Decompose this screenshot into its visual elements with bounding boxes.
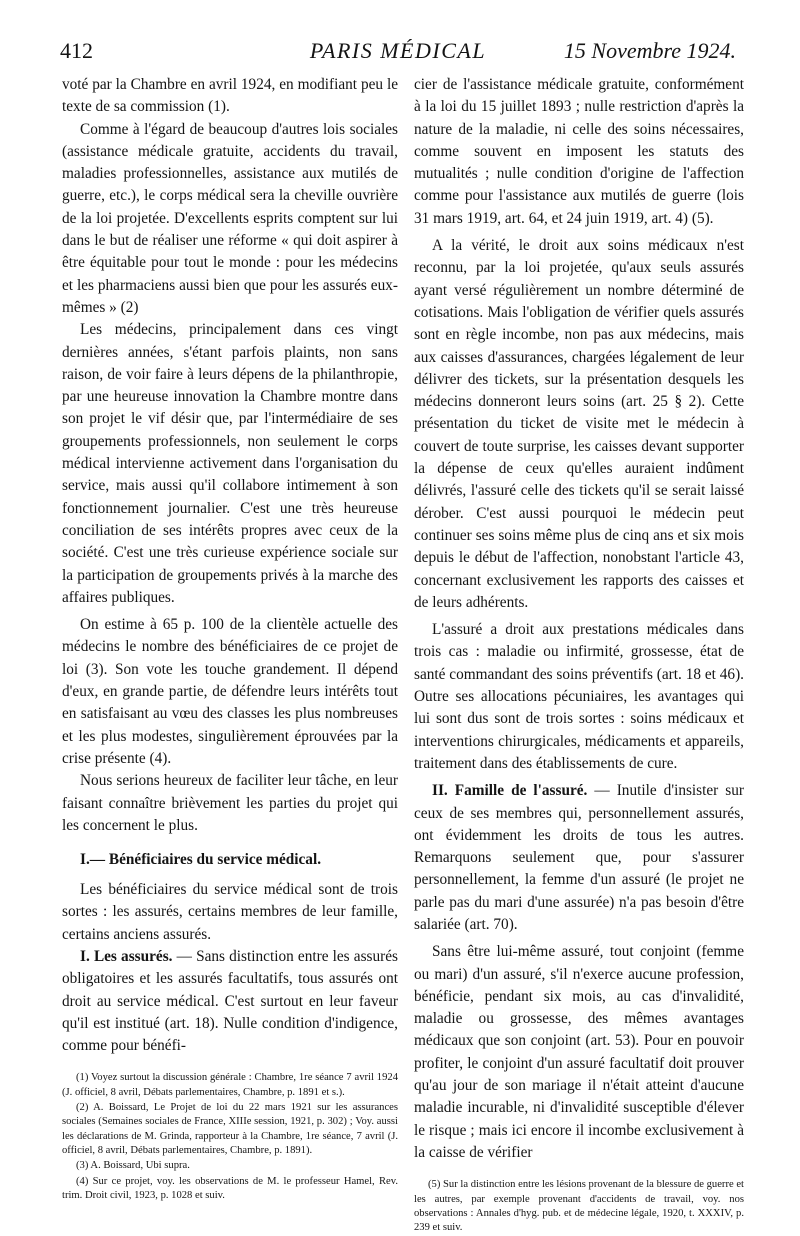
footnote: (1) Voyez surtout la discussion générale : Chambre, 1re séance 7 avril 1924 (J. officiel, 8 avril, Débats parlementaires, Chambre, p. 1891 et s.). — [62, 1072, 398, 1098]
paragraph: A la vérité, le droit aux soins médicaux n'est reconnu, par la loi projetée, qu'aux seuls assurés ayant versé régulièrement un nombre déterminé de cotisations. Mais l'obligation de vérifier quels assurés sont en règle incombe, non pas aux médecins, mais aux caisses d'assurances, chargées légalement de leur délivrer des tickets, sur la présentation desquels les médecins donneront leurs soins (art. 25 § 2). Cette présentation du ticket de visite met le médecin à couvert de toute surprise, les caisses devant supporter la dépense de ceux qu'elles auraient indûment délivrés, l'assuré celle des tickets qu'il se serait laissé dérober. C'est aussi pourquoi le médecin peut continuer ses soins même plus de cinq ans et six mois depuis le début de l'affection, nonobstant l'article 43, concernant exclusivement les rapports des caisses et de leurs adhérents. — [414, 237, 744, 611]
journal-title: PARIS MÉDICAL — [309, 38, 487, 63]
footnote: (4) Sur ce projet, voy. les observations de M. le professeur Hamel, Rev. trim. Droit civil, 1923, p. 1028 et suiv. — [62, 1175, 398, 1201]
paragraph: Sans être lui-même assuré, tout conjoint (femme ou mari) d'un assuré, s'il n'exerce aucune profession, bénéficie, pendant six mois, au cas d'invalidité, maladie ou grossesse, des mêmes avantages médicaux que son conjoint (art. 53). Pour en pouvoir profiter, le conjoint d'un assuré facultatif doit prouver qu'au jour de son mariage il n'était atteint d'aucune maladie incurable, ni d'invalidité susceptible d'élever le risque ; mais ici encore il incombe exclusivement à la caisse de vérifier — [414, 943, 744, 1161]
paragraph: Nous serions heureux de faciliter leur tâche, en leur faisant connaître brièvement les parties du projet qui les concernent le plus. — [62, 772, 398, 834]
paragraph: cier de l'assistance médicale gratuite, conformément à la loi du 15 juillet 1893 ; nulle restriction d'après la nature de la maladie, ni celle des soins nécessaires, comme souvent en imposent les statuts des mutualités ; nulle condition d'origine de l'affection comme pour l'assistance aux mutilés de guerre (lois 31 mars 1919, art. 64, et 24 juin 1919, art. 4) (5). — [414, 76, 744, 227]
paragraph: Les médecins, principalement dans ces vingt dernières années, s'étant parfois plaints, non sans raison, de voir faire à leurs dépens de la philanthropie, par une heureuse innovation la Chambre montre dans son projet le vif désir que, par l'intermédiaire de ses groupements professionnels, non seulement le corps médical intervienne activement dans l'organisation du service, mais aussi qu'il collabore intimement à son fonctionnement journalier. C'est une très heureuse conciliation de ses intérêts propres avec ceux de la société. C'est une très curieuse expérience sociale sur la participation de groupements privés à la marche des affaires publiques. — [62, 321, 398, 606]
left-column — [62, 74, 398, 1204]
footnote: (2) A. Boissard, Le Projet de loi du 22 mars 1921 sur les assurances sociales (Semaines sociales de France, XIIIe session, 1921, p. 302) ; Voy. aussi les déclarations de M. Grinda, rapporteur à la Chambre, 1re séance, 7 avril (J. officiel, 8 avril, Débats parlementaires, Chambre, p. 1891). — [62, 1102, 398, 1156]
footnotes — [62, 1071, 398, 1203]
subsection-lead: II. Famille de l'assuré. — [432, 782, 588, 800]
footnotes — [414, 1178, 744, 1235]
paragraph: On estime à 65 p. 100 de la clientèle actuelle des médecins le nombre des bénéficiaires de ce projet de loi (3). Son vote les touche grandement. Il dépend d'eux, en grande partie, de défendre leurs intérêts tout en satisfaisant au vœu des classes les plus nombreuses et les plus modestes, singulièrement éprouvées par la crise présente (4). — [62, 616, 398, 767]
issue-date: 15 Novembre 1924. — [563, 38, 736, 63]
paragraph: voté par la Chambre en avril 1924, en modifiant peu le texte de sa commission (1). — [62, 76, 398, 116]
paragraph: L'assuré a droit aux prestations médicales dans trois cas : maladie ou infirmité, grossesse, état de santé commandant des soins préventifs (art. 18 et 46). Outre ses allocations pécuniaires, les avantages qui lui sont dus sont de trois sortes : soins médicaux et interventions chirurgicales, médicaments et appareils, traitement dans des établissements de cure. — [414, 621, 744, 772]
running-head — [60, 36, 736, 66]
subsection-lead: I. Les assurés. — [80, 947, 173, 965]
paragraph: Comme à l'égard de beaucoup d'autres lois sociales (assistance médicale gratuite, accidents du travail, maladies professionnelles, assistance aux mutilés de guerre, etc.), le corps médical sera la cheville ouvrière de la loi projetée. D'excellents esprits comptent sur lui dans le but de réaliser une réforme « qui doit aspirer à être équitable pour tout le monde : pour les médecins et les pharmaciens aussi bien que pour les assurés eux-mêmes » (2) — [62, 120, 398, 316]
footnote: (3) A. Boissard, Ubi supra. — [76, 1160, 190, 1172]
paragraph — [414, 780, 744, 936]
page-number: 412 — [60, 38, 93, 63]
paragraph-text: — Sans distinction entre les assurés obligatoires et les assurés facultatifs, tous assurés ont droit au service médical. C'est surtout en leur faveur qu'il est institué (art. 18). Nulle condition d'indigence, comme pour bénéfi- — [62, 947, 398, 1055]
paragraph-text: — Inutile d'insister sur ceux de ses membres qui, personnellement assurés, ont évidemment les droits de tous les autres. Remarquons seulement que, pour s'assurer personnellement, la femme d'un assuré (le projet ne parle pas du mari d'une assurée) n'a pas besoin d'être salariée (art. 70). — [414, 782, 744, 933]
right-column — [414, 74, 744, 1236]
paragraph — [62, 946, 398, 1057]
footnote: (5) Sur la distinction entre les lésions provenant de la blessure de guerre et les autres, par exemple provenant d'accidents de travail, voy. nos observations : Annales d'hyg. pub. et de médecine légale, 1920, t. XXXIV, p. 239 et suiv. — [414, 1179, 744, 1234]
section-heading: I.— Bénéficiaires du service médical. — [80, 851, 322, 869]
paragraph: Les bénéficiaires du service médical sont de trois sortes : les assurés, certains membres de leur famille, certains anciens assurés. — [62, 881, 398, 943]
